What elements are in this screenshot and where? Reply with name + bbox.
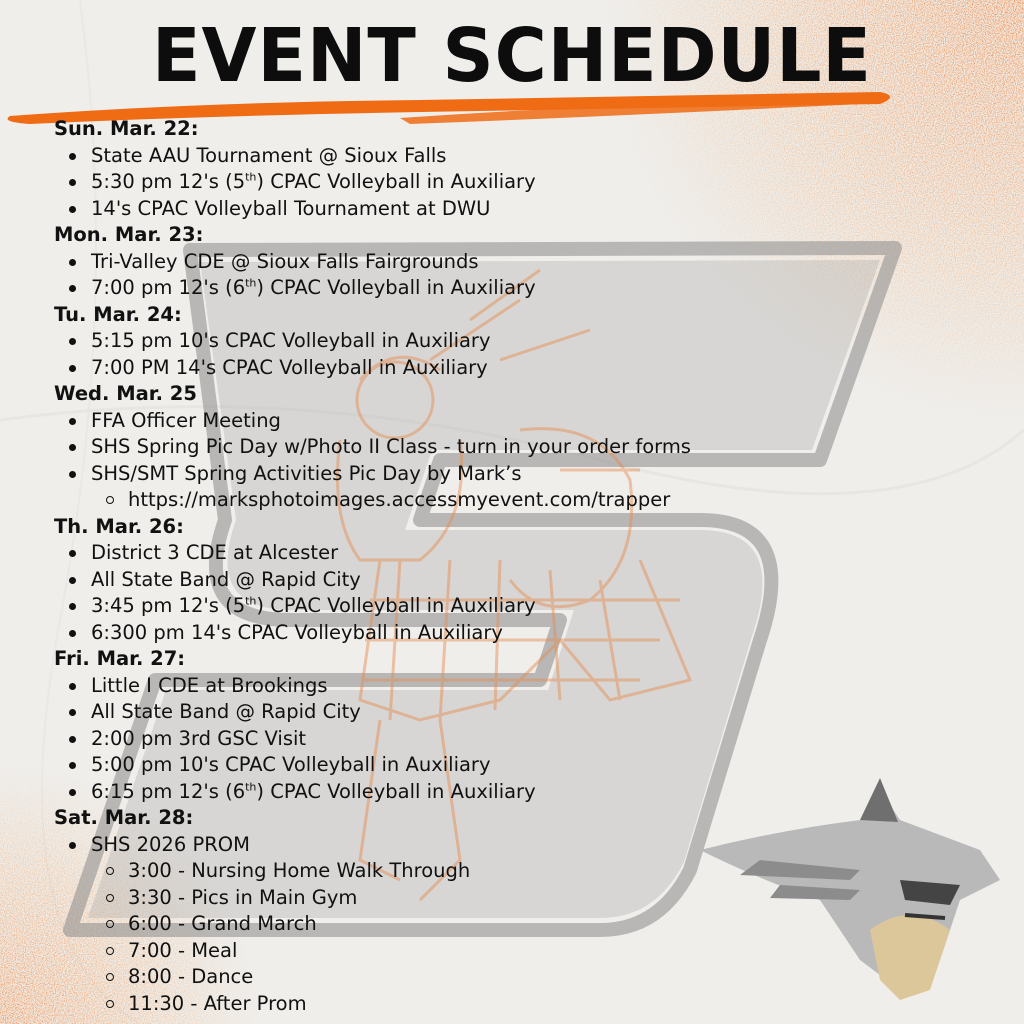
event-item bbox=[54, 275, 691, 302]
event-item bbox=[54, 779, 691, 806]
event-item: SHS 2026 PROM bbox=[54, 832, 691, 859]
event-item-text-end: ) CPAC Volleyball in Auxiliary bbox=[256, 170, 536, 193]
event-item: Tri-Valley CDE @ Sioux Falls Fairgrounds bbox=[54, 249, 691, 276]
event-subitem: 8:00 - Dance bbox=[54, 964, 691, 991]
event-item-text-end: ) CPAC Volleyball in Auxiliary bbox=[256, 594, 536, 617]
event-item: 5:00 pm 10's CPAC Volleyball in Auxiliary bbox=[54, 752, 691, 779]
day-header: Tu. Mar. 24: bbox=[54, 302, 182, 326]
event-item: State AAU Tournament @ Sioux Falls bbox=[54, 143, 691, 170]
event-item-text-start: 3:45 pm 12's (5 bbox=[91, 594, 246, 617]
event-item: District 3 CDE at Alcester bbox=[54, 540, 691, 567]
event-subitem: 7:00 - Meal bbox=[54, 938, 691, 965]
event-subitem: 3:00 - Nursing Home Walk Through bbox=[54, 858, 691, 885]
event-item bbox=[54, 593, 691, 620]
event-item bbox=[54, 169, 691, 196]
event-item: 14's CPAC Volleyball Tournament at DWU bbox=[54, 196, 691, 223]
event-item: 2:00 pm 3rd GSC Visit bbox=[54, 726, 691, 753]
day-header: Wed. Mar. 25 bbox=[54, 382, 197, 405]
page-title: EVENT SCHEDULE bbox=[152, 13, 872, 99]
event-subitem: 6:00 - Grand March bbox=[54, 911, 691, 938]
day-header: Fri. Mar. 27: bbox=[54, 647, 186, 670]
event-schedule-list bbox=[54, 116, 691, 1017]
day-header: Sun. Mar. 22: bbox=[54, 117, 199, 140]
event-item: 7:00 PM 14's CPAC Volleyball in Auxiliary bbox=[54, 355, 691, 382]
ordinal-superscript: th bbox=[245, 276, 257, 290]
event-item: All State Band @ Rapid City bbox=[54, 699, 691, 726]
ordinal-superscript: th bbox=[245, 170, 257, 184]
event-item-text-end: ) CPAC Volleyball in Auxiliary bbox=[256, 276, 536, 299]
day-header: Sat. Mar. 28: bbox=[54, 806, 194, 829]
event-item-text-start: 5:30 pm 12's (5 bbox=[91, 170, 246, 193]
event-subitem: 3:30 - Pics in Main Gym bbox=[54, 885, 691, 912]
event-subitem: 11:30 - After Prom bbox=[54, 991, 691, 1018]
event-item: SHS Spring Pic Day w/Photo II Class - turn in your order forms bbox=[54, 434, 691, 461]
event-item: 6:300 pm 14's CPAC Volleyball in Auxiliary bbox=[54, 620, 691, 647]
day-header: Mon. Mar. 23: bbox=[54, 223, 204, 246]
event-item: FFA Officer Meeting bbox=[54, 408, 691, 435]
event-item-text-end: ) CPAC Volleyball in Auxiliary bbox=[256, 779, 536, 803]
ordinal-superscript: th bbox=[245, 594, 257, 608]
event-item: Little I CDE at Brookings bbox=[54, 673, 691, 700]
event-item: SHS/SMT Spring Activities Pic Day by Mark’s bbox=[54, 461, 691, 488]
ordinal-superscript: th bbox=[245, 780, 257, 793]
event-item: 5:15 pm 10's CPAC Volleyball in Auxiliary bbox=[54, 328, 691, 355]
event-item: All State Band @ Rapid City bbox=[54, 567, 691, 594]
event-item-text-start: 7:00 pm 12's (6 bbox=[91, 276, 246, 299]
day-header: Th. Mar. 26: bbox=[54, 514, 184, 538]
photo-order-link[interactable]: https://marksphotoimages.accessmyevent.com/trapper bbox=[54, 487, 691, 514]
event-item-text-start: 6:15 pm 12's (6 bbox=[91, 779, 246, 803]
